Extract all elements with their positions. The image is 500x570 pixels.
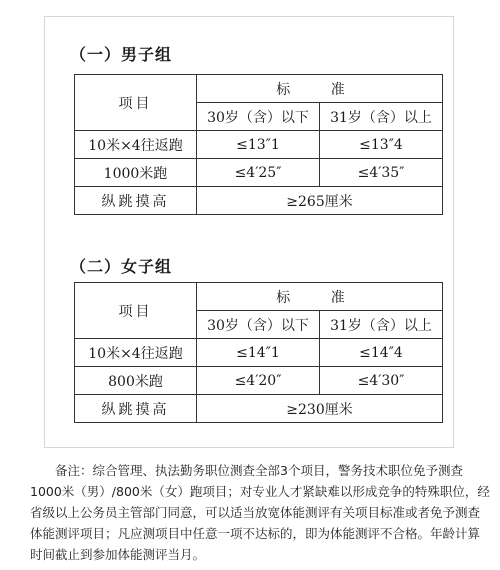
women-header-age-young: 30岁（含）以下 bbox=[197, 311, 320, 339]
men-header-item: 项目 bbox=[75, 75, 197, 131]
women-header-age-old: 31岁（含）以上 bbox=[320, 311, 443, 339]
women-row-young: ≤4′20″ bbox=[197, 367, 320, 395]
men-row-item: 10米×4往返跑 bbox=[75, 131, 197, 159]
men-header-age-old: 31岁（含）以上 bbox=[320, 103, 443, 131]
men-row-old: ≤4′35″ bbox=[320, 159, 443, 187]
women-row-old: ≤14″4 bbox=[320, 339, 443, 367]
women-row-item: 10米×4往返跑 bbox=[75, 339, 197, 367]
table-row bbox=[75, 339, 443, 367]
men-row-young: ≤4′25″ bbox=[197, 159, 320, 187]
table-row bbox=[75, 131, 443, 159]
women-row-old: ≤4′30″ bbox=[320, 367, 443, 395]
remarks-paragraph: 备注：综合管理、执法勤务职位测查全部3个项目，警务技术职位免予测查1000米（男）/800米（女）跑项目；对专业人才紧缺难以形成竞争的特殊职位，经省级以上公务员主管部门同意，可以适当放宽体能测评有关项目标准或者免予测查体能测评项目；凡应测项目中任意一项不达标的，即为体能测评不合格。年龄计算时间截止到参加体能测评当月。 bbox=[30, 463, 490, 562]
table-row bbox=[75, 367, 443, 395]
men-header-standard: 标 准 bbox=[197, 75, 443, 103]
men-group-title: （一）男子组 bbox=[70, 45, 173, 64]
women-header-item: 项目 bbox=[75, 283, 197, 339]
men-standards-table bbox=[74, 74, 443, 215]
table-row bbox=[75, 395, 443, 423]
women-row-item: 800米跑 bbox=[75, 367, 197, 395]
women-row-young: ≤14″1 bbox=[197, 339, 320, 367]
women-jump-value: ≥230厘米 bbox=[197, 395, 443, 423]
men-row-item: 1000米跑 bbox=[75, 159, 197, 187]
men-jump-item: 纵跳摸高 bbox=[75, 187, 197, 215]
table-row bbox=[75, 159, 443, 187]
men-row-young: ≤13″1 bbox=[197, 131, 320, 159]
table-row bbox=[75, 187, 443, 215]
women-jump-item: 纵跳摸高 bbox=[75, 395, 197, 423]
men-jump-value: ≥265厘米 bbox=[197, 187, 443, 215]
men-row-old: ≤13″4 bbox=[320, 131, 443, 159]
women-header-standard: 标 准 bbox=[197, 283, 443, 311]
women-group-title: （二）女子组 bbox=[70, 257, 173, 276]
men-header-age-young: 30岁（含）以下 bbox=[197, 103, 320, 131]
women-standards-table bbox=[74, 282, 443, 423]
